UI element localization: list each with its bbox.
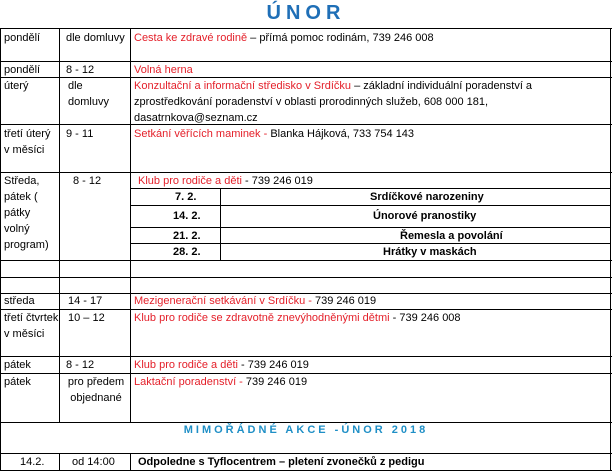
row-event: Laktační poradenství - 739 246 019: [134, 376, 308, 388]
row-event: Cesta ke zdravé rodině – přímá pomoc rodinám, 739 246 008: [134, 32, 434, 44]
special-date: 14.2.: [20, 456, 45, 468]
program-topic: Srdíčkové narozeniny: [370, 191, 484, 203]
row-day: úterý: [4, 80, 29, 92]
row-event: Klub pro rodiče a děti - 739 246 019: [138, 175, 313, 187]
program-topic: Hrátky v maskách: [383, 246, 477, 258]
row-time: 8 - 12: [66, 64, 95, 76]
row-event: Volná herna: [134, 64, 193, 76]
row-event: Klub pro rodiče se zdravotně znevýhodněnými dětmi - 739 246 008: [134, 312, 461, 324]
row-time: 14 - 17: [68, 295, 103, 307]
row-time: dle domluvy: [68, 80, 109, 108]
row-day: pondělí: [4, 64, 41, 76]
page-title: ÚNOR: [266, 2, 346, 24]
row-day: pátek: [4, 376, 31, 388]
special-event: Odpoledne s Tyflocentrem – pletení zvonečků z pedigu: [138, 456, 425, 468]
program-date: 21. 2.: [173, 230, 201, 242]
row-day: pátek: [4, 359, 31, 371]
row-time: 8 - 12: [66, 359, 95, 371]
row-day: třetí úterý v měsíci: [4, 128, 51, 156]
program-date: 28. 2.: [173, 246, 201, 258]
row-time: 10 – 12: [68, 312, 105, 324]
special-events-title: MIMOŘÁDNÉ AKCE -ÚNOR 2018: [183, 424, 429, 436]
program-date: 7. 2.: [175, 191, 197, 203]
row-day: Středa, pátek ( pátky volný program): [4, 175, 49, 251]
row-time: 8 - 12: [73, 175, 102, 187]
row-day: pondělí: [4, 32, 41, 44]
program-topic: Únorové pranostiky: [373, 210, 477, 222]
row-event: Mezigenerační setkávání v Srdíčku - 739 246 019: [134, 295, 377, 307]
row-time: dle domluvy: [66, 32, 125, 44]
row-event: Konzultační a informační středisko v Srdíčku – základní individuální poradenství a zprostředkování poradenství v oblasti prorodinných služeb, 608 000 181, dasatrnkova@seznam.cz: [134, 80, 533, 124]
special-time: od 14:00: [72, 456, 115, 468]
row-time: pro předem objednané: [67, 376, 125, 404]
row-event: Klub pro rodiče a děti - 739 246 019: [134, 359, 309, 371]
row-event: Setkání věřících maminek - Blanka Hájková, 733 754 143: [134, 128, 415, 140]
program-date: 14. 2.: [173, 210, 201, 222]
row-time: 9 - 11: [66, 128, 94, 140]
program-topic: Řemesla a povolání: [400, 230, 503, 242]
row-day: středa: [4, 295, 35, 307]
row-day: třetí čtvrtek v měsíci: [4, 312, 59, 340]
